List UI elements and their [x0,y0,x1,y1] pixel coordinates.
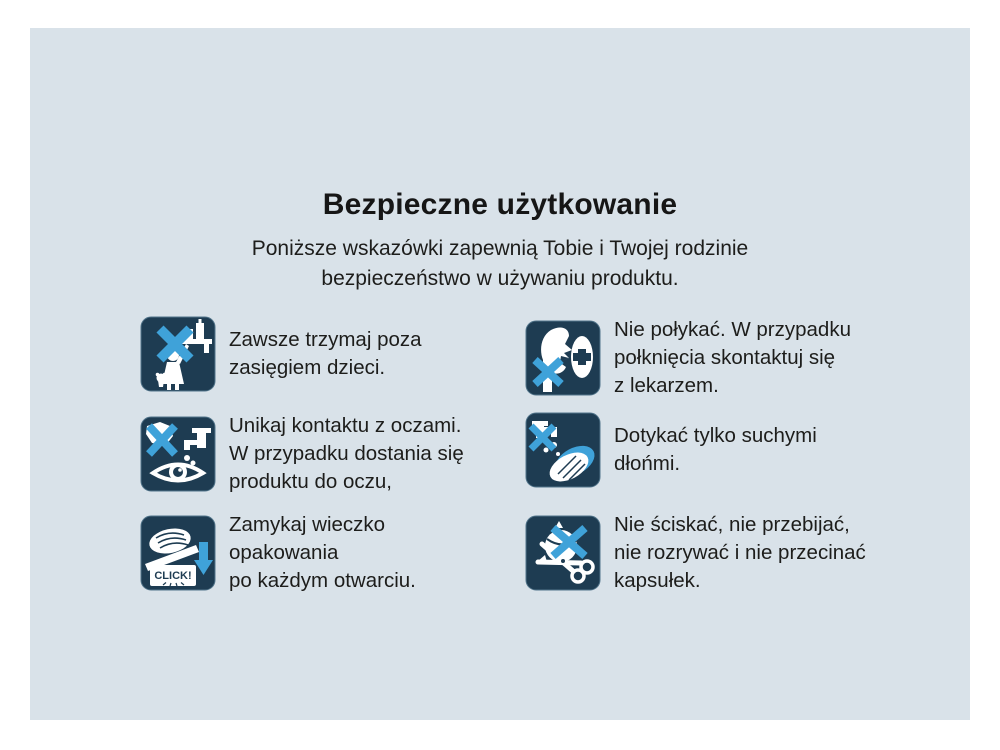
text-line: z lekarzem. [614,374,719,397]
text-line: po każdym otwarciu. [229,569,416,592]
text-line: nie rozrywać i nie przecinać [614,541,866,564]
text-line: Nie połykać. W przypadku [614,318,851,341]
text-line: zasięgiem dzieci. [229,356,386,379]
text-line: połknięcia skontaktuj się [614,346,836,369]
safety-item-keep-away-from-children [140,316,422,392]
click-label: CLICK! [154,570,192,582]
subtitle-line-2: bezpieczeństwo w używaniu produktu. [321,267,679,290]
safety-item-close-lid [140,511,416,595]
text-line: Unikaj kontaktu z oczami. [229,414,462,437]
text-line: dłońmi. [614,452,681,475]
safety-info-panel [30,28,970,720]
avoid-eye-contact-icon [140,416,216,492]
do-not-swallow-icon [525,320,601,396]
safety-item-text [229,412,464,496]
page-title: Bezpieczne użytkowanie [322,188,678,221]
safety-item-do-not-cut-capsules [525,511,866,595]
safety-item-text [229,326,422,382]
subtitle [30,234,970,294]
text-line: produktu do oczu, [229,470,392,493]
text-line: opakowania [229,541,339,564]
text-line: W przypadku dostania się [229,442,464,465]
safety-item-text [229,511,416,595]
text-line: Zamykaj wieczko [229,513,386,536]
dry-hands-only-icon [525,412,601,488]
safety-item-text [614,316,851,400]
safety-item-avoid-eye-contact [140,412,464,496]
safety-item-do-not-swallow [525,316,851,400]
text-line: kapsułek. [614,569,701,592]
text-line: Nie ściskać, nie przebijać, [614,513,850,536]
safety-item-dry-hands-only [525,412,817,488]
keep-away-from-children-icon [140,316,216,392]
safety-item-text [614,511,866,595]
text-line: Zawsze trzymaj poza [229,328,422,351]
text-line: Dotykać tylko suchymi [614,424,817,447]
subtitle-line-1: Poniższe wskazówki zapewnią Tobie i Twojej rodzinie [251,237,749,260]
do-not-cut-capsules-icon [525,515,601,591]
close-lid-after-opening-icon [140,515,216,591]
safety-item-text [614,422,817,478]
